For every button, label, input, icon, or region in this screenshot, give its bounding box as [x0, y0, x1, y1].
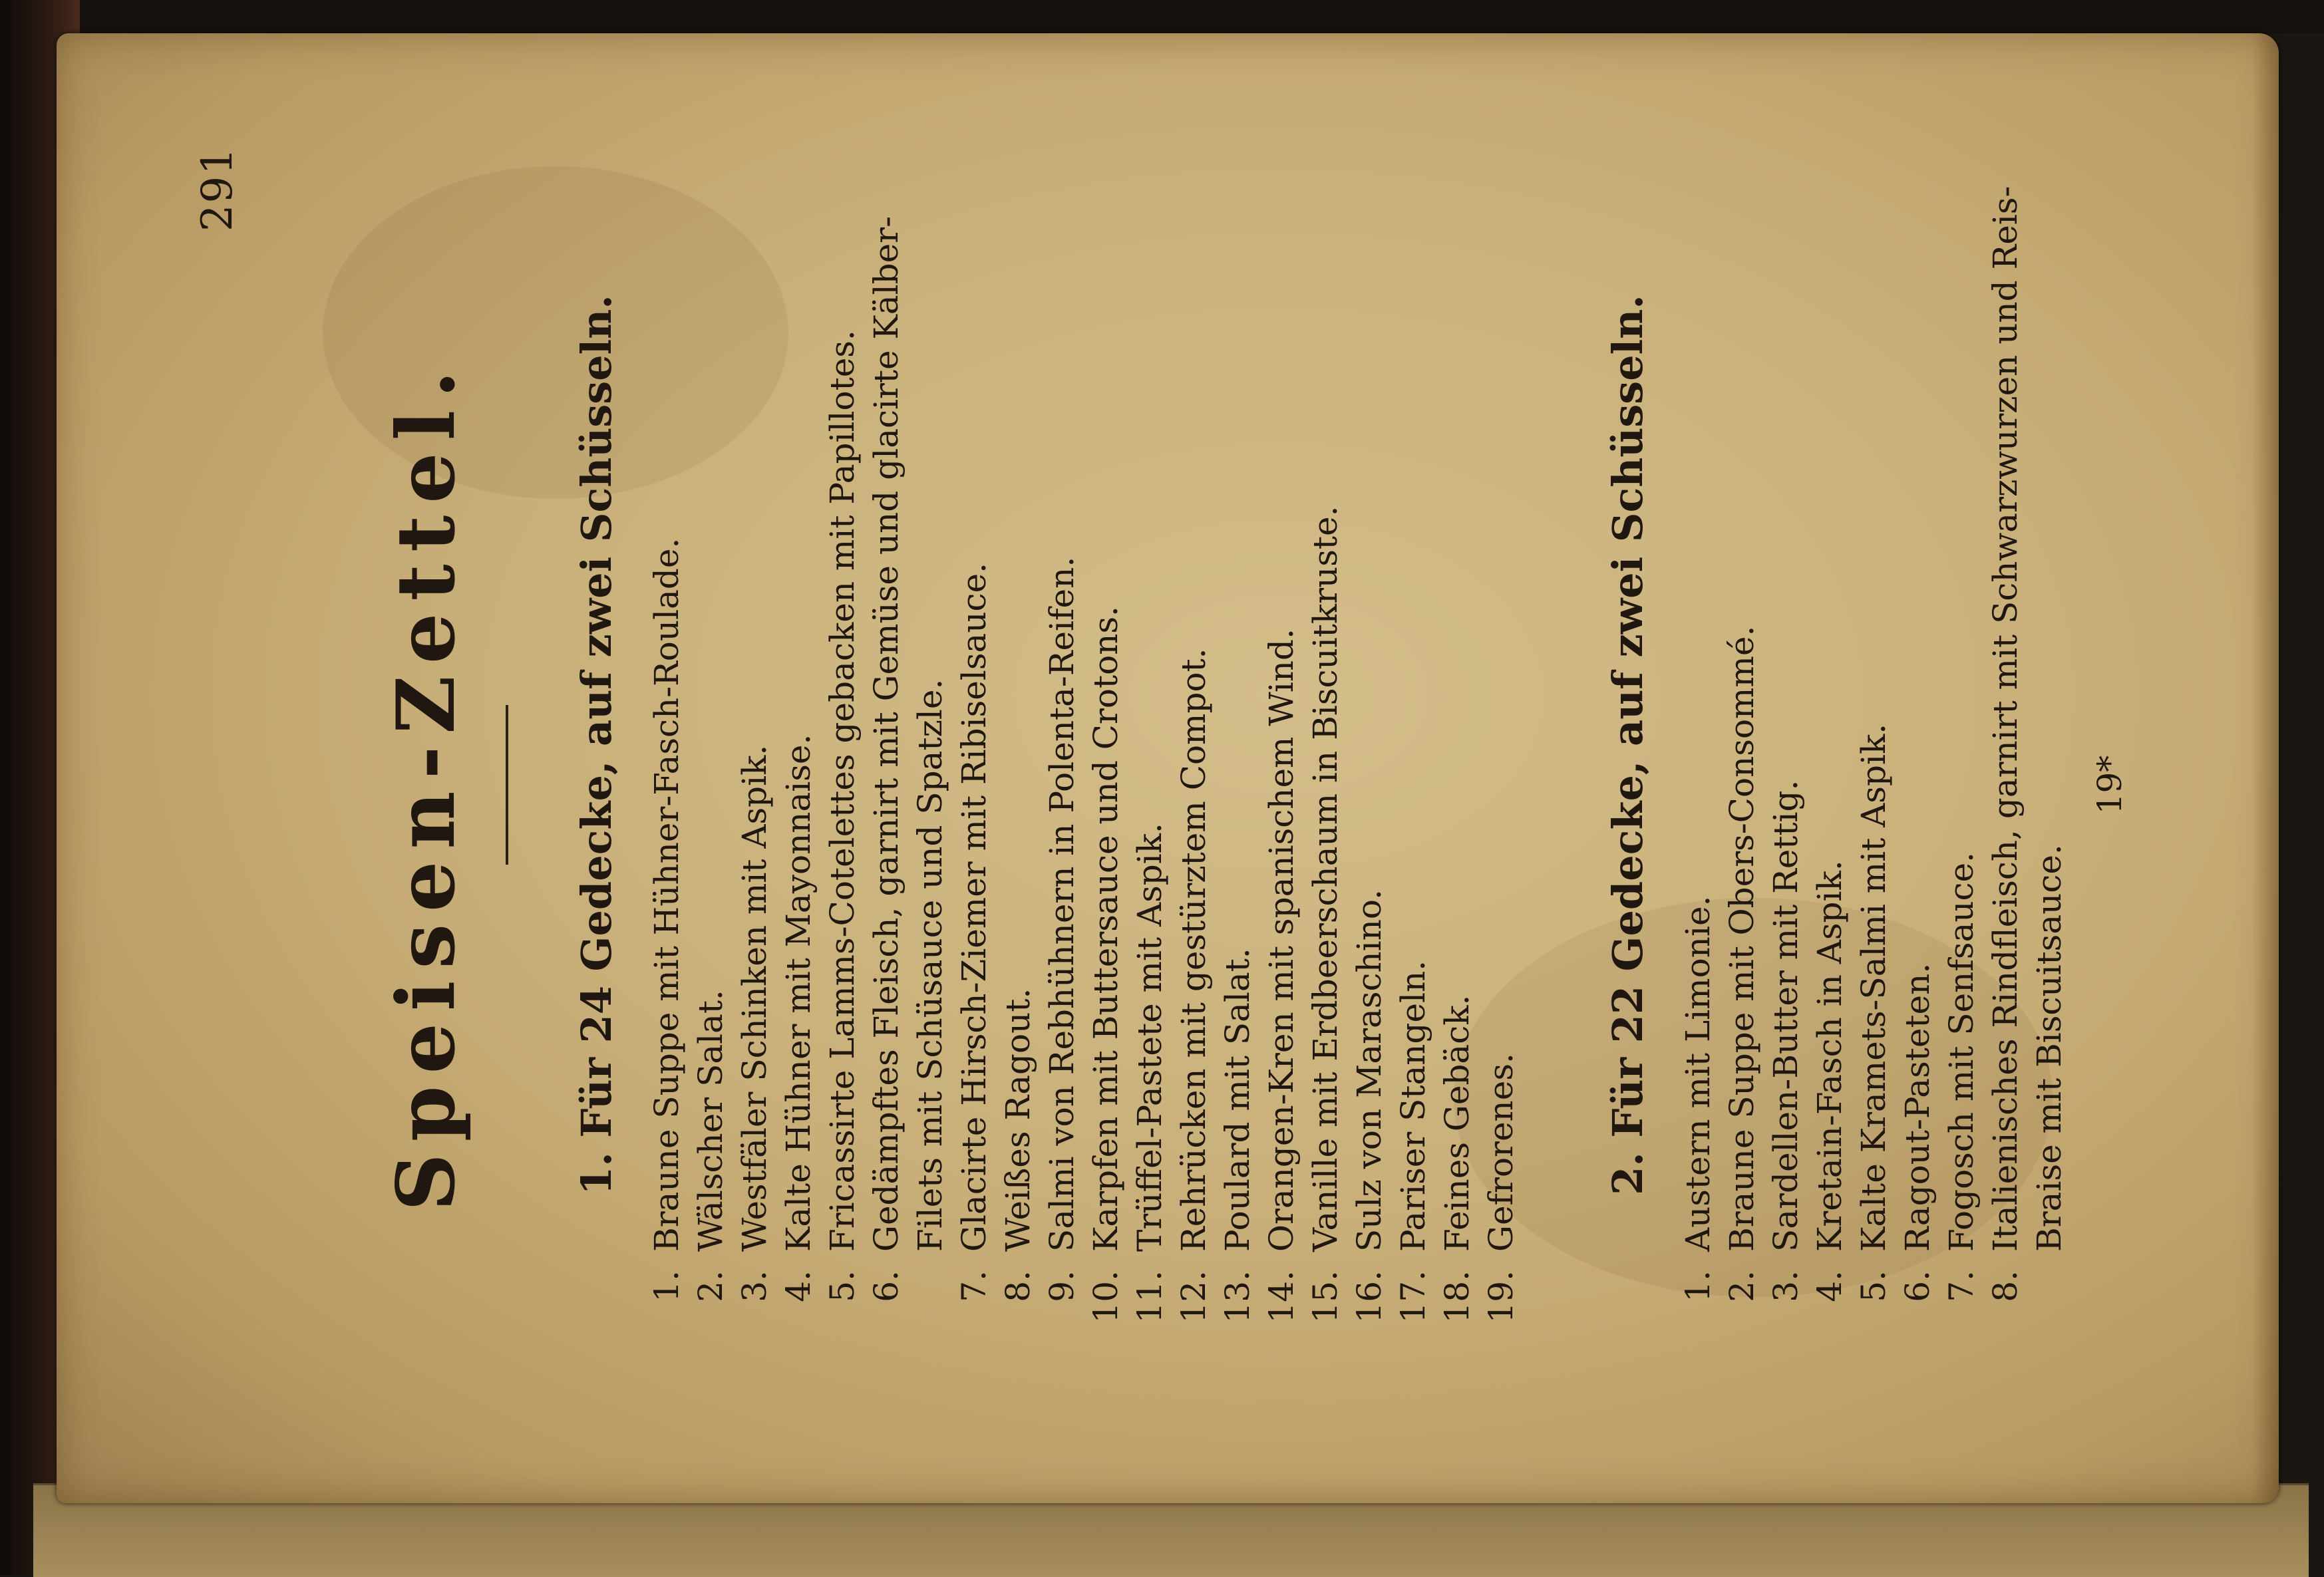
item-text: Kalte Hühner mit Mayonnaise.	[779, 734, 818, 1252]
item-number: 16.	[1350, 1270, 1389, 1324]
menu-item	[1435, 146, 1479, 1344]
item-number: 11.	[1130, 1270, 1169, 1324]
item-text: Orangen-Kren mit spanischem Wind.	[1262, 629, 1301, 1252]
menu-item	[1347, 146, 1391, 1344]
item-text: Fogosch mit Senfsauce.	[1942, 851, 1981, 1252]
item-number: 3.	[1766, 1270, 1805, 1302]
menu-item	[733, 146, 776, 1344]
item-text: Ragout-Pasteten.	[1898, 962, 1937, 1252]
sheet-signature: 19*	[2090, 755, 2129, 815]
menu-item	[1896, 146, 1939, 1344]
menu-item	[1172, 146, 1216, 1344]
item-text: Feines Gebäck.	[1438, 994, 1476, 1252]
item-text: Trüffel-Pastete mit Aspik.	[1130, 823, 1169, 1252]
item-text: Kretain-Fasch in Aspik.	[1810, 860, 1849, 1252]
page-edge-shadow	[2252, 33, 2279, 1503]
menu-item	[1764, 146, 1808, 1344]
item-text: Poulard mit Salat.	[1218, 948, 1257, 1252]
item-number: 10.	[1086, 1270, 1125, 1324]
menu-item	[820, 146, 864, 1344]
item-number: 7.	[955, 1270, 993, 1302]
menu-item	[645, 146, 689, 1344]
menu-item	[1983, 146, 2071, 1344]
item-number: 2.	[1723, 1270, 1761, 1302]
menu-item	[996, 146, 1040, 1344]
menu-item	[776, 146, 820, 1344]
item-number: 8.	[999, 1270, 1037, 1302]
item-text: Wälscher Salat.	[691, 990, 730, 1252]
item-text: Kalte Kramets-Salmi mit Aspik.	[1854, 723, 1893, 1252]
item-number: 7.	[1942, 1270, 1981, 1302]
item-number: 12.	[1174, 1270, 1213, 1324]
item-text: Fricassirte Lamms-Cotelettes gebacken mit Papillotes.	[823, 330, 862, 1252]
item-text: Salmi von Rebhühnern in Polenta-Reifen.	[1043, 556, 1081, 1252]
item-number: 18.	[1438, 1270, 1476, 1324]
item-number: 19.	[1482, 1270, 1520, 1324]
item-number: 2.	[691, 1270, 730, 1302]
item-number: 4.	[1810, 1270, 1849, 1302]
item-number: 1.	[647, 1270, 686, 1302]
item-number: 8.	[1986, 1270, 2025, 1302]
item-text: Karpfen mit Buttersauce und Crotons.	[1086, 606, 1125, 1252]
background-top	[0, 0, 2324, 33]
menu-item	[1479, 146, 1523, 1344]
item-text: Gedämpftes Fleisch, garnirt mit Gemüse und glacirte Kälber-Filets mit Schüsauce und Spatzle.	[867, 215, 949, 1252]
item-text: Glacirte Hirsch-Ziemer mit Ribiselsauce.	[955, 562, 993, 1252]
menu-section-1	[572, 146, 1523, 1344]
item-text: Rehrücken mit gestürztem Compot.	[1174, 648, 1213, 1252]
item-text: Austern mit Limonie.	[1679, 895, 1717, 1252]
menu-list	[1676, 146, 2071, 1344]
menu-item	[1391, 146, 1435, 1344]
item-number: 5.	[1854, 1270, 1893, 1302]
item-text: Braune Suppe mit Hühner-Fasch-Roulade.	[647, 537, 686, 1252]
menu-list	[645, 146, 1523, 1344]
menu-item	[864, 146, 952, 1344]
page-title: Speisen-Zettel.	[379, 358, 473, 1211]
item-text: Braune Suppe mit Obers-Consommé.	[1723, 625, 1761, 1252]
item-text: Westfäler Schinken mit Aspik.	[735, 744, 774, 1252]
menu-item	[689, 146, 733, 1344]
item-text: Italienisches Rindfleisch, garnirt mit Schwarzwurzen und Reis-Braise mit Biscuitsauce.	[1986, 186, 2069, 1252]
item-number: 9.	[1043, 1270, 1081, 1302]
menu-item	[1216, 146, 1259, 1344]
menu-item	[952, 146, 996, 1344]
item-number: 14.	[1262, 1270, 1301, 1324]
menu-item	[1084, 146, 1128, 1344]
item-number: 15.	[1306, 1270, 1345, 1324]
section-heading: 2. Für 22 Gedecke, auf zwei Schüsseln.	[1603, 295, 1652, 1195]
menu-section-2	[1603, 146, 2071, 1344]
item-number: 5.	[823, 1270, 862, 1302]
section-heading: 1. Für 24 Gedecke, auf zwei Schüsseln.	[572, 295, 621, 1195]
item-number: 6.	[867, 1270, 906, 1302]
page-content	[160, 120, 2156, 1450]
item-text: Vanille mit Erdbeerschaum in Biscuitkruste.	[1306, 505, 1345, 1252]
menu-item	[1939, 146, 1983, 1344]
item-number: 17.	[1394, 1270, 1432, 1324]
item-text: Pariser Stangeln.	[1394, 960, 1432, 1252]
menu-item	[1720, 146, 1764, 1344]
item-number: 4.	[779, 1270, 818, 1302]
menu-item	[1808, 146, 1852, 1344]
menu-item	[1128, 146, 1172, 1344]
item-number: 1.	[1679, 1270, 1717, 1302]
item-text: Sardellen-Butter mit Rettig.	[1766, 780, 1805, 1252]
item-text: Weißes Ragout.	[999, 988, 1037, 1252]
menu-item	[1040, 146, 1084, 1344]
page-number: 291	[193, 146, 242, 232]
item-number: 3.	[735, 1270, 774, 1302]
item-text: Gefrorenes.	[1482, 1053, 1520, 1252]
item-number: 6.	[1898, 1270, 1937, 1302]
menu-item	[1852, 146, 1896, 1344]
menu-item	[1676, 146, 1720, 1344]
menu-item	[1303, 146, 1347, 1344]
item-text: Sulz von Maraschino.	[1350, 889, 1389, 1252]
menu-item	[1259, 146, 1303, 1344]
title-divider	[506, 705, 508, 865]
item-number: 13.	[1218, 1270, 1257, 1324]
